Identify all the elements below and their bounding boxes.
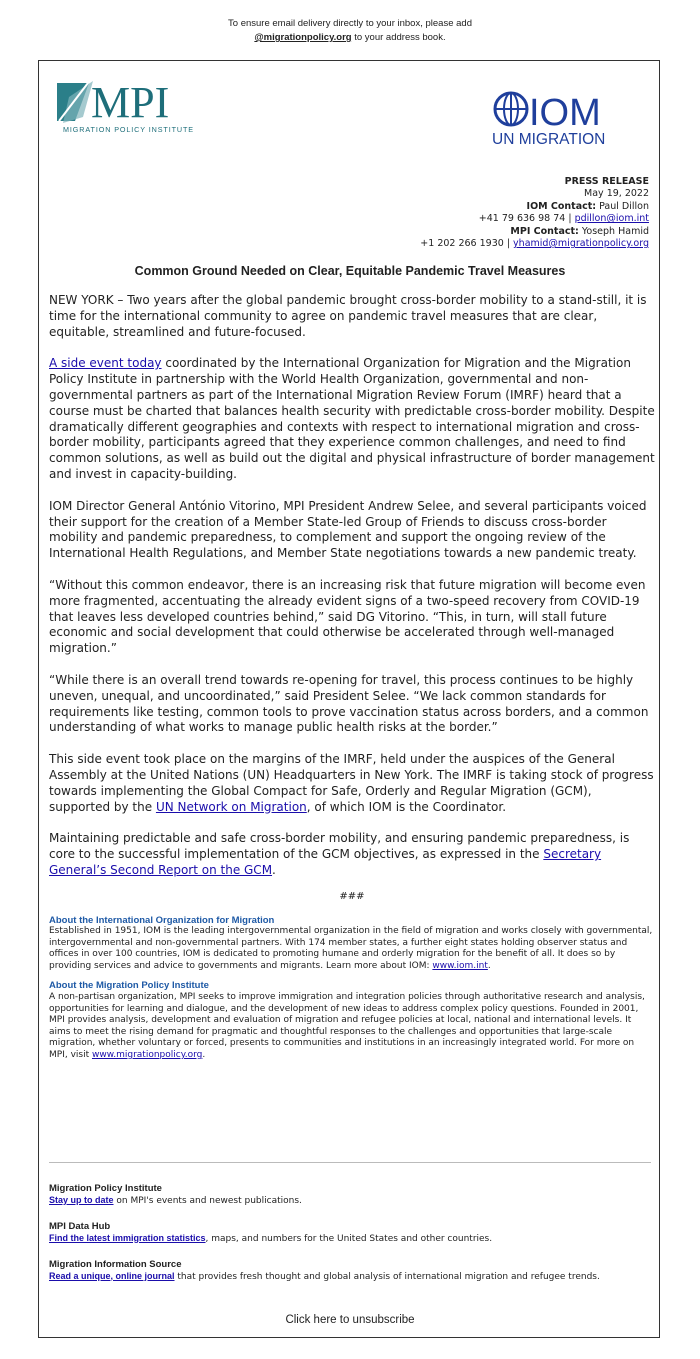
email-frame <box>38 60 660 1338</box>
mpi-website-link[interactable]: www.migrationpolicy.org <box>91 1050 203 1061</box>
footer-item-heading: MPI Data Hub <box>49 1221 111 1232</box>
about-mpi-heading: About the Migration Policy Institute <box>49 980 209 992</box>
mpi-phone: +1 202 266 1930 | <box>420 238 514 250</box>
paragraph-3: IOM Director General António Vitorino, MPI President Andrew Selee, and several participants voiced their support for the creation of a Member State-led Group of Friends to discuss cross-border mobility and pandemic preparedness, to complement and support the ongoing review of the International Health Regulations, and Member State negotiations towards a new pandemic treaty. <box>49 498 647 561</box>
preheader-email[interactable]: @migrationpolicy.org <box>254 32 352 43</box>
side-event-link[interactable]: A side event today <box>49 356 162 371</box>
paragraph-2 <box>49 356 655 482</box>
footer-item <box>49 1183 655 1207</box>
footer-item-heading: Migration Information Source <box>49 1259 182 1270</box>
headline: Common Ground Needed on Clear, Equitable Pandemic Travel Measures <box>134 264 566 278</box>
immigration-statistics-link[interactable]: Find the latest immigration statistics <box>49 1232 206 1243</box>
mpi-contact-label: MPI Contact: <box>510 225 579 237</box>
iom-email-link[interactable]: pdillon@iom.int <box>574 213 649 225</box>
preheader <box>0 17 700 45</box>
iom-logo[interactable] <box>491 89 633 147</box>
paragraph-6-text-a: This side event took place on the margins of the IMRF, held under the auspices of the General Assembly at the United Nations (UN) Headquarters in New York. The IMRF is taking stock of progress towards implementing the Global Compact for Safe, Orderly and Regular Migration (GCM), supported by the <box>49 752 654 814</box>
about-iom-text: Established in 1951, IOM is the leading intergovernmental organization in the field of migration and works closely with governmental, intergovernmental and non-governmental partners. With 174 member states, a further eight states holding observer status and offices in over 100 countries, IOM is dedicated to promoting humane and orderly migration for the benefit of all. It does so by providing services and advice to governments and migrants. Learn more about IOM: <box>49 926 653 971</box>
mpi-logo-subtitle: MIGRATION POLICY INSTITUTE <box>63 125 194 134</box>
mpi-logo-text: MPI <box>91 78 170 127</box>
about-iom-end: . <box>487 960 491 971</box>
un-network-link[interactable]: UN Network on Migration <box>155 799 307 814</box>
paragraph-6-text-b: , of which IOM is the Coordinator. <box>306 799 507 814</box>
preheader-line1: To ensure email delivery directly to your inbox, please add <box>228 18 472 29</box>
paragraph-5: “While there is an overall trend towards re-opening for travel, this process continues to be highly uneven, unequal, and uncoordinated,” said President Selee. “We lack common standards for requirements like testing, common tools to prove vaccination status across borders, and a common understanding of what works to manage public health risks at the border.” <box>49 672 649 735</box>
preheader-suffix: to your address book. <box>351 32 446 43</box>
about-iom-heading: About the International Organization for Migration <box>49 914 275 926</box>
iom-website-link[interactable]: www.iom.int <box>432 960 488 971</box>
paragraph-7 <box>49 831 655 878</box>
online-journal-link[interactable]: Read a unique, online journal <box>49 1270 175 1281</box>
mpi-logo[interactable] <box>53 77 233 135</box>
press-date: May 19, 2022 <box>584 188 649 200</box>
paragraph-1: NEW YORK – Two years after the global pandemic brought cross-border mobility to a stand-still, it is time for the international community to agree on pandemic travel measures that are clear, equitable, streamlined and future-focused. <box>49 293 647 339</box>
press-release-block <box>349 176 649 250</box>
footer-item-heading: Migration Policy Institute <box>49 1183 162 1194</box>
footer-item <box>49 1259 655 1283</box>
about-mpi <box>49 980 655 1061</box>
mpi-email-link[interactable]: yhamid@migrationpolicy.org <box>513 238 649 250</box>
iom-phone: +41 79 636 98 74 | <box>478 213 575 225</box>
article-body <box>49 293 655 1070</box>
paragraph-6 <box>49 752 655 815</box>
footer <box>49 1183 655 1297</box>
iom-logo-subtitle: UN MIGRATION <box>492 131 606 147</box>
unsubscribe-link[interactable]: Click here to unsubscribe <box>285 1314 415 1326</box>
footer-item-text: , maps, and numbers for the United States and other countries. <box>205 1233 493 1244</box>
about-iom <box>49 915 655 973</box>
footer-item-text: on MPI's events and newest publications. <box>113 1195 302 1206</box>
end-marker: ### <box>339 890 365 902</box>
footer-divider <box>49 1162 651 1163</box>
about-mpi-end: . <box>202 1050 206 1061</box>
paragraph-4: “Without this common endeavor, there is an increasing risk that future migration will become even more fragmented, accentuating the already evident signs of a two-speed recovery from COVID-19 that leaves less developed countries behind,” said DG Vitorino. “This, in turn, will stall future economic and social development that could otherwise be accelerated through well-managed migration.” <box>49 577 646 656</box>
sg-report-link[interactable]: Secretary General’s Second Report on the GCM <box>49 847 602 877</box>
iom-contact-label: IOM Contact: <box>526 200 597 212</box>
iom-logo-text: IOM <box>529 92 601 134</box>
footer-item-text: that provides fresh thought and global analysis of international migration and refugee trends. <box>174 1271 600 1282</box>
iom-contact-name: Paul Dillon <box>596 200 649 212</box>
paragraph-7-text-b: . <box>272 862 276 877</box>
about-mpi-text: A non-partisan organization, MPI seeks to improve immigration and integration policies through authoritative research and analysis, opportunities for learning and dialogue, and the development of new ideas to address complex policy questions. Founded in 2001, MPI provides analysis, development and evaluation of migration and refugee policies at local, national and international levels. It aims to meet the rising demand for pragmatic and thoughtful responses to the challenges and opportunities that large-scale migration, whether voluntary or forced, presents to communities and institutions in an increasingly integrated world. For more on MPI, visit <box>49 992 645 1061</box>
press-label: PRESS RELEASE <box>564 176 649 187</box>
stay-up-to-date-link[interactable]: Stay up to date <box>49 1194 114 1205</box>
footer-item <box>49 1221 655 1245</box>
mpi-contact-name: Yoseph Hamid <box>578 225 649 237</box>
paragraph-7-text-a: Maintaining predictable and safe cross-border mobility, and ensuring pandemic preparedness, is core to the successful implementation of the GCM objectives, as expressed in the <box>49 831 630 862</box>
paragraph-2-text: coordinated by the International Organization for Migration and the Migration Policy Institute in partnership with the World Health Organization, governmental and non-governmental partners as part of the International Migration Review Forum (IMRF) heard that a course must be charted that balances health security with predictable cross-border mobility. Despite dramatically different geographies and contexts with respect to international migration and cross-border mobility, participants agreed that they experience common challenges, and need to find common solutions, as well as build out the digital and physical infrastructure of border management and invest in capacity-building. <box>49 356 655 481</box>
